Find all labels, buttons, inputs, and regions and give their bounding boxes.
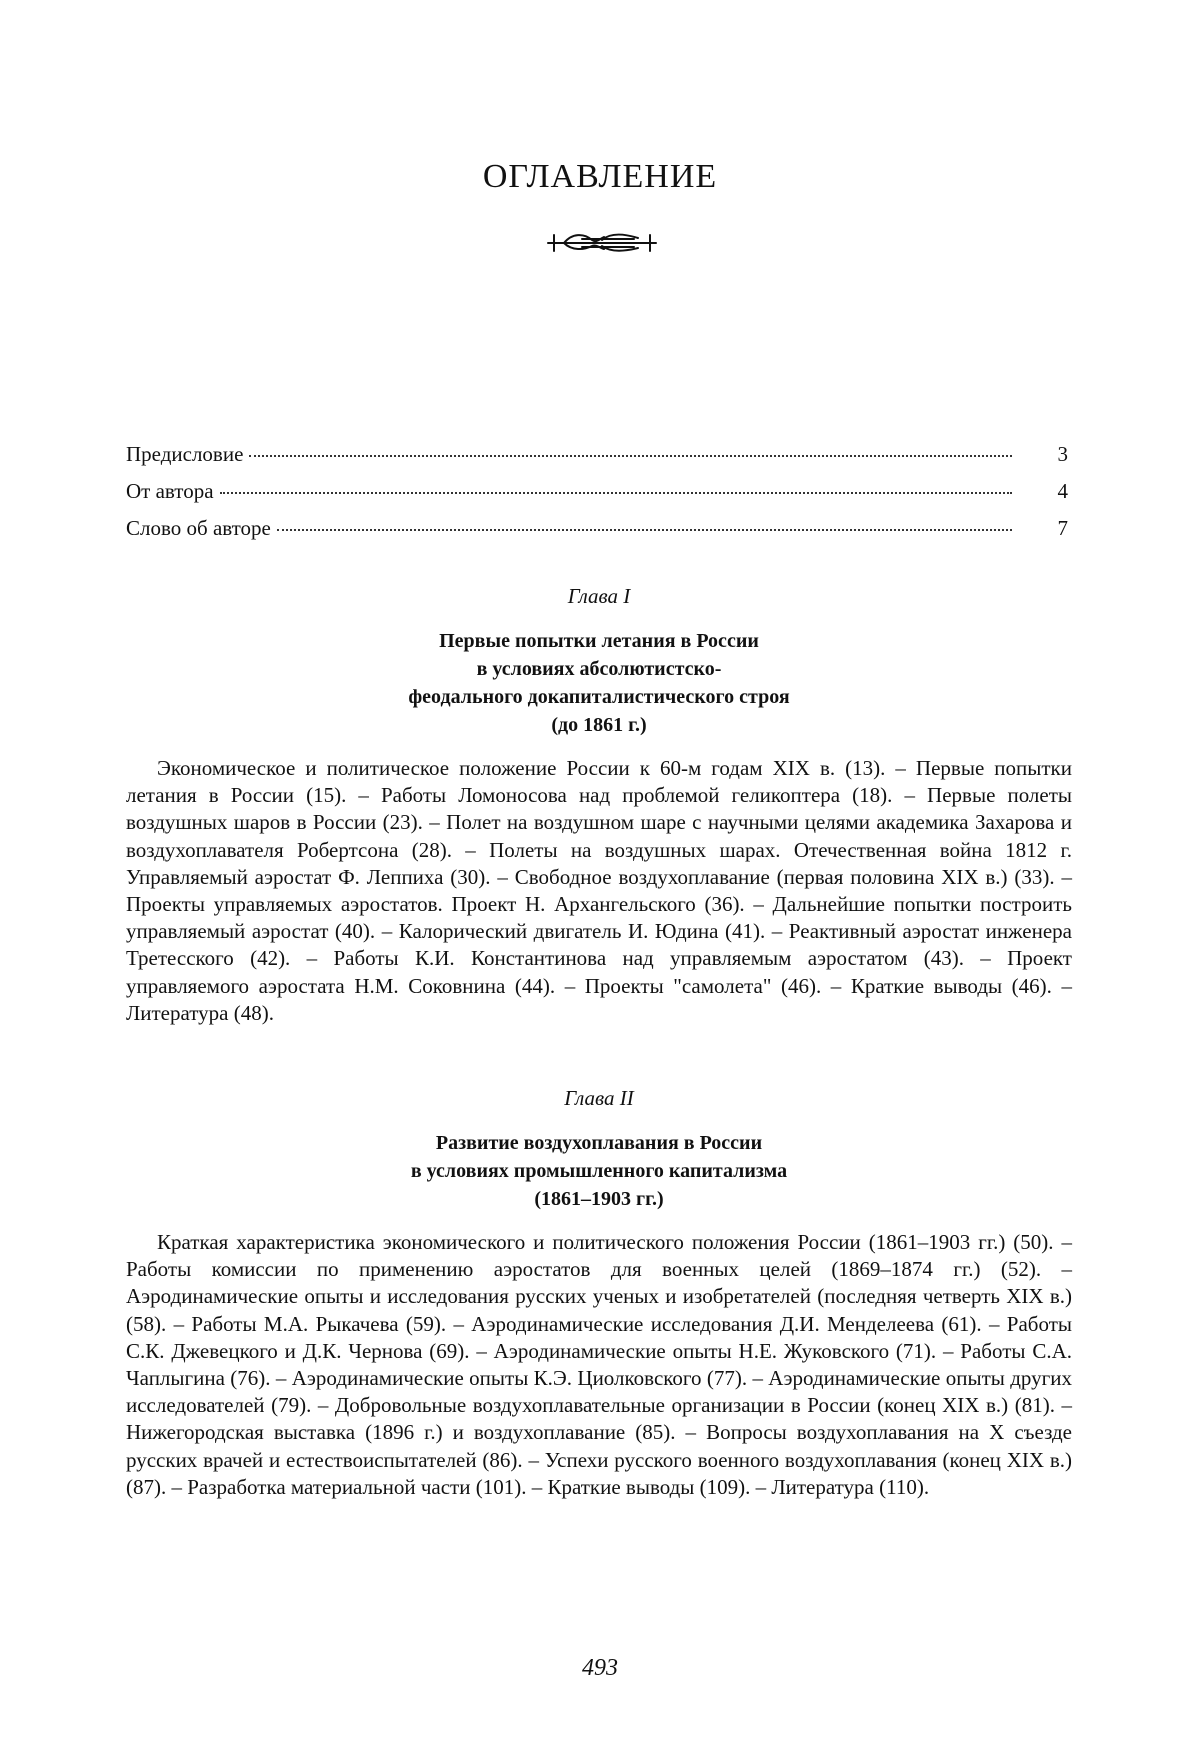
toc-entry-label: Слово об авторе (126, 516, 271, 540)
chapter-title (126, 1129, 1072, 1213)
chapter-label: Глава II (564, 1086, 634, 1110)
chapter-1-section (126, 584, 1072, 1027)
chapter-title-line: в условиях промышленного капитализма (410, 1160, 788, 1182)
chapter-title-line: (до 1861 г.) (551, 714, 647, 736)
toc-entry-page: 4 (1057, 479, 1068, 503)
chapter-title-line: Развитие воздухоплавания в России (435, 1132, 763, 1154)
toc-entry-page: 7 (1057, 516, 1068, 540)
chapter-title-line: Первые попытки летания в России (439, 630, 759, 652)
chapter-title-line: (1861–1903 гг.) (534, 1188, 664, 1210)
chapter-label: Глава I (567, 584, 631, 608)
decorative-ornament-icon (542, 228, 662, 258)
chapter-2-section (126, 1086, 1072, 1501)
dot-leader (220, 492, 1012, 494)
chapter-title-line: в условиях абсолютистско- (476, 658, 722, 680)
toc-entry[interactable] (126, 479, 1068, 516)
chapter-title-line: феодального докапиталистического строя (408, 686, 790, 708)
chapter-summary: Экономическое и политическое положение России к 60-м годам XIX в. (13). – Первые попытки летания в России (15). – Работы Ломоносова над проблемой геликоптера (18). – Первые полеты воздушных шаров в России (23). – Полет на воздушном шаре с научными целями академика Захарова и воздухоплавателя Робертсона (28). – Полеты на воздушных шарах. Отечественная война 1812 г. Управляемый аэростат Ф. Леппиха (30). – Свободное воздухоплавание (первая половина XIX в.) (33). – Проекты управляемых аэростатов. Проект Н. Архангельского (36). – Дальнейшие попытки построить управляемый аэростат (40). – Калорический двигатель И. Юдина (41). – Реактивный аэростат инженера Третесского (42). – Работы К.И. Константинова над управляемым аэростатом (43). – Проект управляемого аэростата Н.М. Соковнина (44). – Проекты "самолета" (46). – Краткие выводы (46). – Литература (48). (126, 756, 1072, 1025)
toc-entry[interactable] (126, 442, 1068, 479)
chapter-summary: Краткая характеристика экономического и политического положения России (1861–1903 гг.) (50). – Работы комиссии по применению аэростатов для военных целей (1869–1874 гг.) (52). – Аэродинамические опыты и исследования русских ученых и изобретателей (последняя четверть XIX в.) (58). – Работы М.А. Рыкачева (59). – Аэродинамические исследования Д.И. Менделеева (61). – Работы С.К. Джевецкого и Д.К. Чернова (69). – Аэродинамические опыты Н.Е. Жуковского (71). – Работы С.А. Чаплыгина (76). – Аэродинамические опыты К.Э. Циолковского (77). – Аэродинамические опыты других исследователей (79). – Добровольные воздухоплавательные организации в России (конец XIX в.) (81). – Нижегородская выставка (1896 г.) и воздухоплавание (85). – Вопросы воздухоплавания на X съезде русских врачей и естествоиспытателей (86). – Успехи русского военного воздухоплавания (конец XIX в.) (87). – Разработка материальной части (101). – Краткие выводы (109). – Литература (110). (126, 1230, 1072, 1499)
toc-front-matter (126, 442, 1068, 553)
toc-entry-page: 3 (1057, 442, 1068, 466)
page-title: ОГЛАВЛЕНИЕ (482, 158, 718, 195)
chapter-title (126, 627, 1072, 739)
dot-leader (249, 455, 1012, 457)
toc-entry-label: От автора (126, 479, 214, 503)
toc-entry[interactable] (126, 516, 1068, 553)
page-number: 493 (582, 1655, 618, 1681)
dot-leader (277, 529, 1012, 531)
toc-entry-label: Предисловие (126, 442, 244, 466)
